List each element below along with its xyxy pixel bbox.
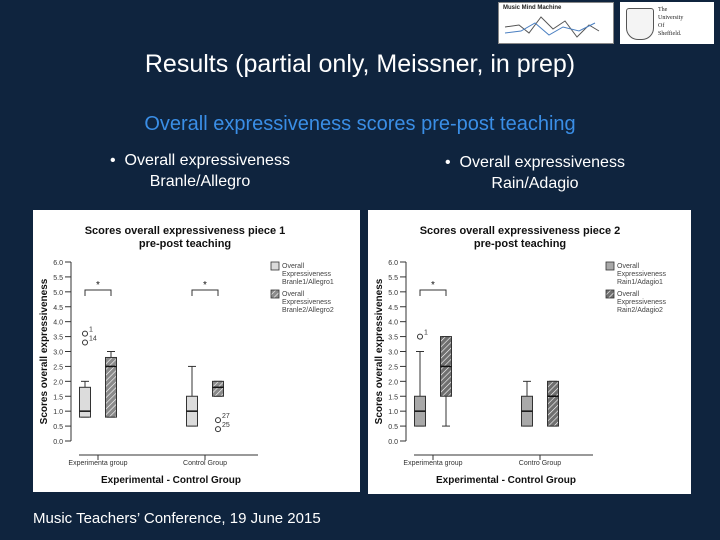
university-logo-line: Of <box>658 23 665 29</box>
legend-swatch <box>271 290 279 298</box>
legend-label: Overall Expressiveness Rain2/Adagio2 <box>617 291 667 314</box>
music-mind-machine-logo-text: Music Mind Machine <box>503 5 562 11</box>
legend-label: Overall Expressiveness Rain1/Adagio1 <box>617 263 667 286</box>
outlier-label: 27 <box>222 413 230 421</box>
y-tick-label: 5.0 <box>388 289 398 297</box>
y-tick-label: 6.0 <box>388 260 398 267</box>
y-tick-label: 1.0 <box>388 409 398 417</box>
bullet-marker: • <box>445 154 460 171</box>
y-tick-label: 4.0 <box>388 319 398 327</box>
outlier-label: 14 <box>89 335 97 343</box>
bullet-left <box>85 150 315 192</box>
outlier-point <box>83 340 88 345</box>
legend-label: Overall Expressiveness Branle2/Allegro2 <box>282 291 334 314</box>
logo-area <box>498 2 716 44</box>
y-tick-label: 3.0 <box>388 349 398 357</box>
x-axis-label: Experimental - Control Group <box>100 475 242 486</box>
slide-footer: Music Teachers’ Conference, 19 June 2015 <box>33 510 321 527</box>
legend-swatch <box>606 290 614 298</box>
y-axis-label: Scores overall expressiveness <box>374 278 385 425</box>
y-tick-label: 0.0 <box>53 439 63 446</box>
y-tick-label: 1.5 <box>388 394 398 402</box>
bullet-right-text: Overall expressiveness Rain/Adagio <box>459 154 625 192</box>
music-mind-machine-logo <box>498 2 614 44</box>
box <box>213 381 224 396</box>
x-tick-label: Experimenta group <box>68 460 128 467</box>
university-crest-icon <box>626 8 654 40</box>
y-tick-label: 4.5 <box>388 304 398 312</box>
university-logo-text <box>658 6 683 38</box>
significance-marker: * <box>431 280 435 291</box>
y-tick-label: 1.0 <box>53 409 63 417</box>
legend-swatch <box>271 262 279 270</box>
bullet-marker: • <box>110 152 125 169</box>
box <box>80 387 91 417</box>
outlier-label: 1 <box>424 329 428 337</box>
slide-subtitle: Overall expressiveness scores pre-post teaching <box>144 113 576 135</box>
bullet-right <box>410 152 660 194</box>
legend-swatch <box>606 262 614 270</box>
y-tick-label: 0.5 <box>388 424 398 432</box>
chart-title-line: Scores overall expressiveness piece 1 <box>84 225 286 237</box>
y-tick-label: 2.5 <box>53 364 63 372</box>
x-axis-label: Experimental - Control Group <box>435 475 577 486</box>
at-sign: @ <box>598 14 612 29</box>
chart-title-line: pre-post teaching <box>473 238 567 250</box>
university-logo <box>620 2 714 44</box>
legend-label: Overall Expressiveness Branle1/Allegro1 <box>282 263 334 286</box>
outlier-point <box>418 334 423 339</box>
y-tick-label: 5.0 <box>53 289 63 297</box>
outlier-label: 1 <box>89 326 93 334</box>
outlier-point <box>216 418 221 423</box>
y-tick-label: 3.5 <box>53 334 63 342</box>
significance-marker: * <box>203 280 207 291</box>
university-logo-line: University <box>658 15 684 21</box>
y-tick-label: 2.0 <box>53 379 63 387</box>
y-tick-label: 2.0 <box>388 379 398 387</box>
bullet-left-text: Overall expressiveness Branle/Allegro <box>124 152 290 190</box>
outlier-label: 25 <box>222 422 230 430</box>
y-tick-label: 3.0 <box>53 349 63 357</box>
significance-marker: * <box>96 280 100 291</box>
chart-panel-piece-2 <box>368 210 691 494</box>
outlier-point <box>83 331 88 336</box>
y-tick-label: 0.5 <box>53 424 63 432</box>
chart-title-line: Scores overall expressiveness piece 2 <box>419 225 621 237</box>
y-tick-label: 6.0 <box>53 260 63 267</box>
university-logo-line: Sheffield. <box>658 31 682 37</box>
x-tick-label: Control Group <box>183 460 227 467</box>
slide-title: Results (partial only, Meissner, in prep) <box>144 50 576 78</box>
y-axis-label: Scores overall expressiveness <box>39 278 50 425</box>
y-tick-label: 2.5 <box>388 364 398 372</box>
y-tick-label: 3.5 <box>388 334 398 342</box>
x-tick-label: Experimenta group <box>403 460 463 467</box>
y-tick-label: 5.5 <box>388 274 398 282</box>
y-tick-label: 4.0 <box>53 319 63 327</box>
chart-panel-piece-1 <box>33 210 360 492</box>
chart-title-line: pre-post teaching <box>138 238 232 250</box>
y-tick-label: 5.5 <box>53 274 63 282</box>
y-tick-label: 1.5 <box>53 394 63 402</box>
boxplot-chart-piece-2 <box>368 210 691 494</box>
y-tick-label: 4.5 <box>53 304 63 312</box>
boxplot-chart-piece-1 <box>33 210 360 492</box>
y-tick-label: 0.0 <box>388 439 398 446</box>
outlier-point <box>216 427 221 432</box>
box <box>548 381 559 426</box>
x-tick-label: Contro Group <box>518 460 562 467</box>
music-mind-machine-graph-icon <box>499 3 613 43</box>
university-logo-line: The <box>658 7 668 13</box>
